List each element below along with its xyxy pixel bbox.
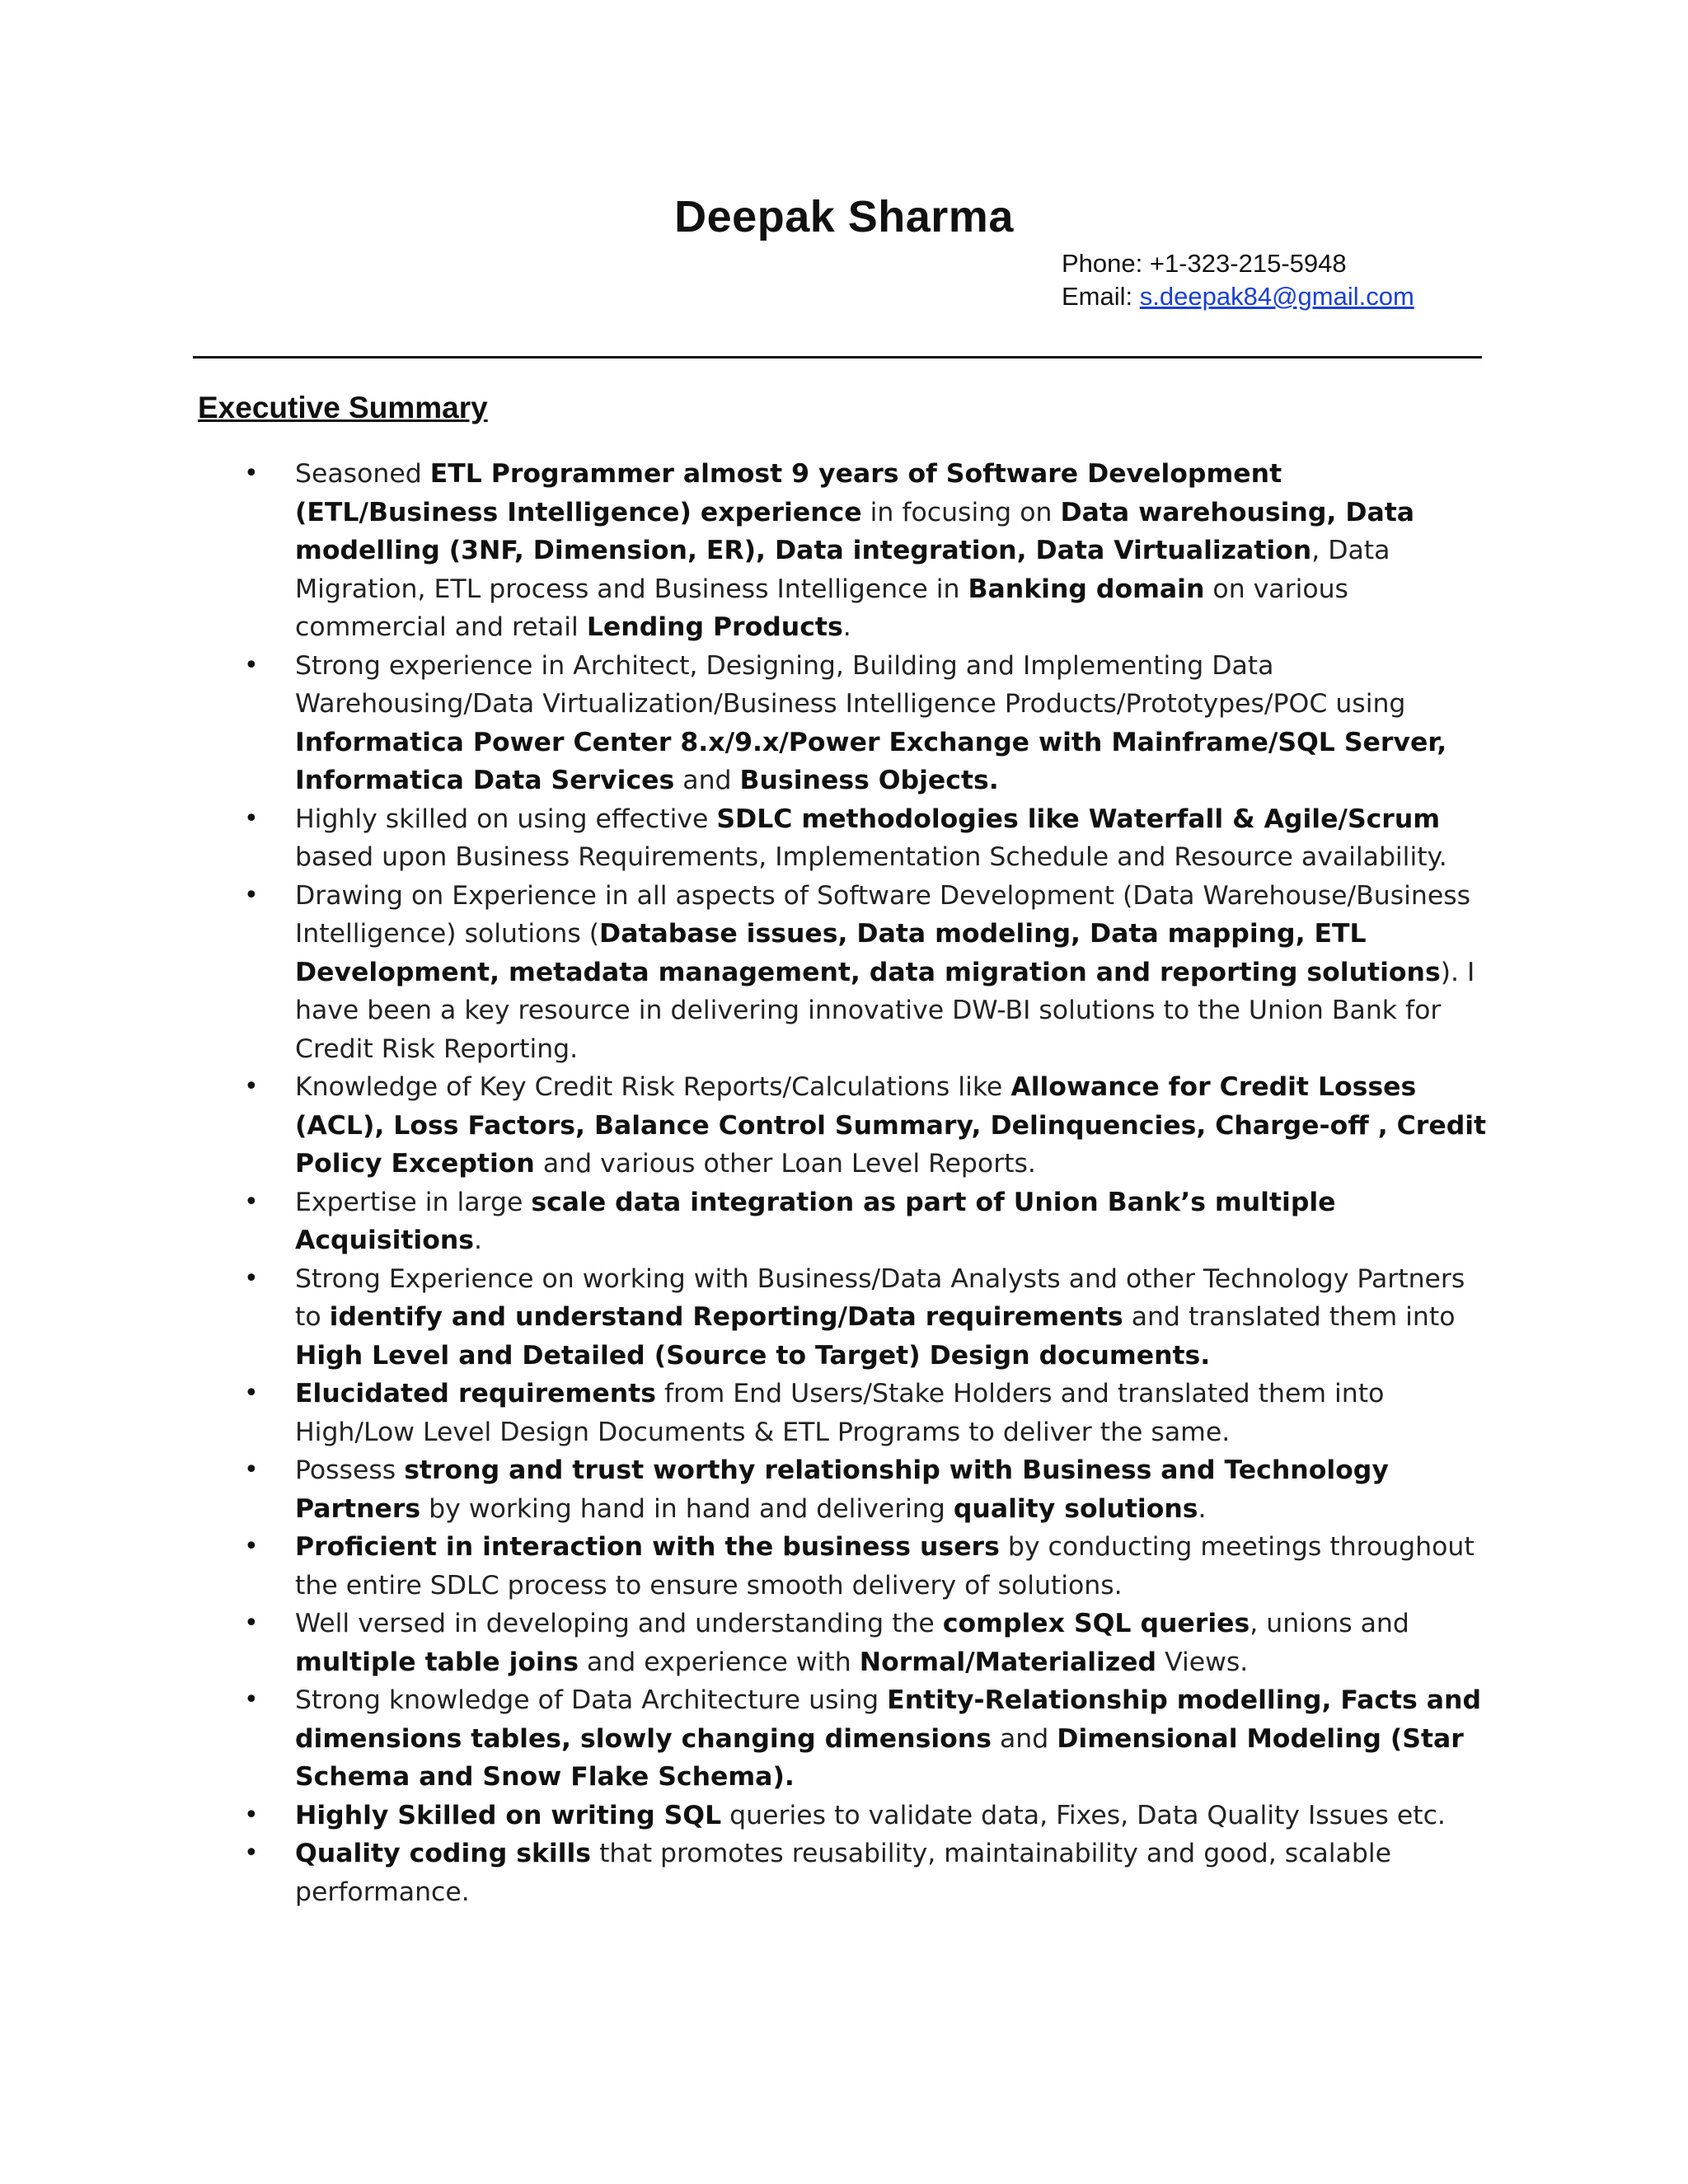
bullet-icon: • xyxy=(244,1685,259,1714)
bullet-icon: • xyxy=(244,1187,259,1216)
bullet-text-bold: quality solutions xyxy=(953,1493,1198,1524)
summary-bullet-item xyxy=(244,1797,1489,1835)
bullet-text: and xyxy=(991,1723,1057,1754)
bullet-icon: • xyxy=(244,1532,259,1561)
summary-bullet-item xyxy=(244,1451,1489,1528)
bullet-text-bold: strong and trust worthy relationship with Business and Technology Partners xyxy=(295,1455,1389,1524)
bullet-text-bold: Quality coding skills xyxy=(295,1839,592,1868)
bullet-text: . xyxy=(1198,1493,1207,1524)
candidate-name: Deepak Sharma xyxy=(674,192,1014,241)
bullet-text: and various other Loan Level Reports. xyxy=(534,1149,1036,1179)
summary-bullet-item xyxy=(244,1835,1489,1911)
bullet-text: Well versed in developing and understanding the xyxy=(295,1609,943,1638)
summary-bullet-item xyxy=(244,1375,1489,1451)
bullet-text-bold: Entity-Relationship modelling, Facts and dimensions tables, slowly changing dimensions xyxy=(295,1685,1481,1754)
bullet-text-bold: SDLC methodologies like Waterfall & Agile/Scrum xyxy=(716,804,1441,834)
summary-bullet-item xyxy=(244,455,1489,647)
phone-number: +1-323-215-5948 xyxy=(1149,249,1347,278)
bullet-text-bold: Banking domain xyxy=(968,574,1205,604)
bullet-icon: • xyxy=(244,1800,259,1830)
email-label: Email: xyxy=(1062,282,1133,311)
email-line xyxy=(1062,280,1414,313)
bullet-text: and experience with xyxy=(578,1647,860,1677)
bullet-text-bold: Allowance for Credit Losses (ACL), Loss Factors, Balance Control Summary, Delinquencies, Charge-off , Credit Policy Exception xyxy=(295,1072,1487,1179)
summary-bullet-item xyxy=(244,1681,1489,1797)
bullet-text-bold: High Level and Detailed (Source to Target) Design documents. xyxy=(295,1340,1211,1371)
bullet-text: , Data Migration, ETL process and Business Intelligence in xyxy=(295,536,1390,604)
bullet-text: Possess xyxy=(295,1455,405,1485)
bullet-text: by conducting meetings throughout the entire SDLC process to ensure smooth delivery of solutions. xyxy=(295,1532,1475,1601)
bullet-text: , unions and xyxy=(1250,1609,1409,1638)
bullet-text-bold: Informatica Power Center 8.x/9.x/Power Exchange with Mainframe/SQL Server, Informatica Data Services xyxy=(295,727,1447,795)
summary-bullet-item xyxy=(244,1068,1489,1183)
bullet-text: Drawing on Experience in all aspects of Software Development (Data Warehouse/Business Intelligence) solutions ( xyxy=(295,880,1471,949)
bullet-icon: • xyxy=(244,880,259,910)
bullet-icon: • xyxy=(244,1379,259,1408)
bullet-text-bold: Dimensional Modeling (Star Schema and Snow Flake Schema). xyxy=(295,1723,1464,1792)
summary-bullet-item xyxy=(244,877,1489,1069)
bullet-icon: • xyxy=(244,1072,259,1101)
bullet-text: . xyxy=(842,612,851,642)
bullet-text-bold: Lending Products xyxy=(586,612,843,642)
bullet-text-bold: Normal/Materialized xyxy=(859,1647,1157,1677)
bullet-text: in focusing on xyxy=(861,497,1061,527)
bullet-text: ). I have been a key resource in delivering innovative DW-BI solutions to the Union Bank for Credit Risk Reporting. xyxy=(295,957,1475,1064)
summary-bullet-item xyxy=(244,1605,1489,1681)
bullet-text-bold: identify and understand Reporting/Data requirements xyxy=(329,1302,1123,1332)
bullet-text: Highly skilled on using effective xyxy=(295,804,717,834)
summary-bullet-item xyxy=(244,1528,1489,1605)
bullet-icon: • xyxy=(244,1839,259,1868)
executive-summary-list xyxy=(244,455,1489,1911)
bullet-text: by working hand in hand and delivering xyxy=(420,1493,954,1524)
email-link[interactable]: s.deepak84@gmail.com xyxy=(1139,282,1414,311)
bullet-text: and xyxy=(674,766,740,795)
bullet-icon: • xyxy=(244,1263,259,1293)
bullet-text-bold: Elucidated requirements xyxy=(295,1379,656,1408)
bullet-text: from End Users/Stake Holders and translated them into High/Low Level Design Documents & ETL Programs to deliver the same. xyxy=(295,1379,1385,1447)
bullet-text-bold: multiple table joins xyxy=(295,1647,579,1677)
phone-label: Phone: xyxy=(1062,249,1143,278)
bullet-text: on various commercial and retail xyxy=(295,574,1348,642)
bullet-text-bold: ETL Programmer almost 9 years of Software Development (ETL/Business Intelligence) experience xyxy=(295,459,1282,527)
bullet-icon: • xyxy=(244,459,259,488)
phone-line xyxy=(1062,247,1414,280)
bullet-text-bold: Database issues, Data modeling, Data mapping, ETL Development, metadata management, data migration and reporting solutions xyxy=(295,919,1441,987)
contact-block xyxy=(1062,247,1414,313)
summary-bullet-item xyxy=(244,1260,1489,1376)
bullet-text: queries to validate data, Fixes, Data Quality Issues etc. xyxy=(721,1800,1446,1830)
bullet-text: Strong Experience on working with Business/Data Analysts and other Technology Partners to xyxy=(295,1263,1465,1332)
summary-bullet-item xyxy=(244,1183,1489,1260)
summary-bullet-item xyxy=(244,647,1489,800)
bullet-icon: • xyxy=(244,804,259,833)
bullet-text-bold: scale data integration as part of Union Bank’s multiple Acquisitions xyxy=(295,1187,1336,1255)
bullet-text-bold: Data warehousing, Data modelling (3NF, Dimension, ER), Data integration, Data Virtualization xyxy=(295,497,1415,565)
bullet-text: that promotes reusability, maintainability and good, scalable performance. xyxy=(295,1839,1391,1907)
bullet-text: Strong experience in Architect, Designing, Building and Implementing Data Warehousing/Data Virtualization/Business Intelligence Products/Prototypes/POC using xyxy=(295,650,1406,719)
bullet-text: . xyxy=(474,1226,483,1255)
bullet-text: Seasoned xyxy=(295,459,430,489)
bullet-text: Knowledge of Key Credit Risk Reports/Calculations like xyxy=(295,1072,1011,1102)
bullet-text: Strong knowledge of Data Architecture using xyxy=(295,1685,888,1715)
bullet-icon: • xyxy=(244,1455,259,1484)
summary-bullet-item xyxy=(244,800,1489,877)
header-divider xyxy=(193,356,1482,359)
bullet-text: Views. xyxy=(1156,1647,1249,1677)
bullet-text: and translated them into xyxy=(1123,1302,1456,1332)
bullet-text-bold: Highly Skilled on writing SQL xyxy=(295,1800,722,1830)
bullet-icon: • xyxy=(244,1609,259,1638)
section-title-executive-summary: Executive Summary xyxy=(198,391,488,424)
bullet-text-bold: Proficient in interaction with the business users xyxy=(295,1532,1000,1562)
bullet-text: based upon Business Requirements, Implementation Schedule and Resource availability. xyxy=(295,842,1447,872)
bullet-text-bold: complex SQL queries xyxy=(942,1609,1250,1638)
bullet-text: Expertise in large xyxy=(295,1187,532,1217)
bullet-icon: • xyxy=(244,650,259,680)
bullet-text-bold: Business Objects. xyxy=(739,766,999,795)
